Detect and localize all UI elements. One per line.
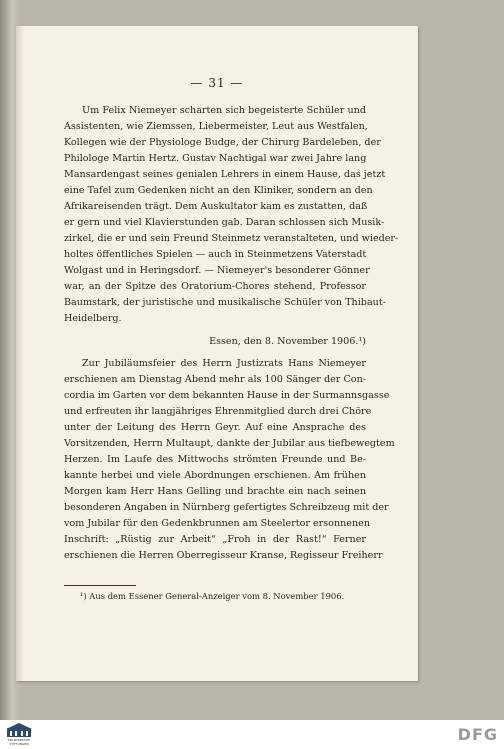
text-line: holtes öffentliches Spielen — auch in Steinmetzens Vaterstadt [64, 249, 367, 260]
text-line: erschienen die Herren Oberregisseur Kranse, Regisseur Freiherr [64, 550, 383, 561]
text-line: Mansardengast seines genialen Lehrers in einem Hause, das jetzt [64, 169, 386, 180]
text-line: Assistenten, wie Ziemssen, Liebermeister, Leut aus Westfalen, [64, 121, 368, 132]
text-line: kannte herbei und viele Abordnungen erschienen. Am frühen [64, 470, 366, 481]
text-line: Philologe Martin Hertz. Gustav Nachtigal war zwei Jahre lang [64, 153, 367, 164]
text-line: cordia im Garten vor dem bekannten Hause in der Surmannsgasse [64, 390, 390, 401]
text-line: unter der Leitung des Herrn Geyr. Auf eine Ansprache des [64, 422, 366, 433]
text-line: Kollegen wie der Physiologe Budge, der Chirurg Bardeleben, der [64, 137, 381, 148]
text-line: eine Tafel zum Gedenken nicht an den Kliniker, sondern an den [64, 185, 373, 196]
footnote: ¹) Aus dem Essener General-Anzeiger vom 8. November 1906. [80, 591, 345, 601]
text-line: Inschrift: „Rüstig zur Arbeit“ „Froh in der Rast!“ Ferner [64, 534, 366, 545]
viewer-footer [0, 720, 504, 749]
dateline: Essen, den 8. November 1906.¹) [209, 336, 366, 347]
page-gutter [16, 26, 24, 681]
text-line: Baumstark, der juristische und musikalische Schüler von Thibaut- [64, 297, 386, 308]
book-page [16, 26, 418, 681]
text-line: vom Jubilar für den Gedenkbrunnen am Steelertor ersonnenen [64, 518, 371, 529]
text-line: erschienen am Dienstag Abend mehr als 100 Sänger der Con- [64, 374, 366, 385]
footnote-divider [64, 585, 136, 586]
building-icon [4, 722, 34, 739]
institution-logo [4, 722, 34, 747]
text-line: und erfreuten ihr langjähriges Ehrenmitglied durch drei Chöre [64, 406, 372, 417]
logo-text: FRANCKESCHE STIFTUNGEN [7, 738, 31, 746]
text-line: Wolgast und in Heringsdorf. — Niemeyer's besonderer Gönner [64, 265, 370, 276]
text-line: Um Felix Niemeyer scharten sich begeisterte Schüler und [82, 105, 366, 116]
text-line: Vorsitzenden, Herrn Multaupt, dankte der Jubilar aus tiefbewegtem [64, 438, 395, 449]
page-number: — 31 — [190, 76, 244, 90]
text-line: er gern und viel Klavierstunden gab. Daran schlossen sich Musik- [64, 217, 385, 228]
text-line: zirkel, die er und sein Freund Steinmetz veranstalteten, und wieder- [64, 233, 399, 244]
text-line: Afrikareisenden trägt. Dem Auskultator kam es zustatten, daß [64, 201, 368, 212]
text-line: Zur Jubiläumsfeier des Herrn Justizrats Hans Niemeyer [82, 358, 366, 369]
text-line: Herzen. Im Laufe des Mittwochs strömten Freunde und Be- [64, 454, 366, 465]
dfg-logo: DFG [457, 725, 498, 744]
text-line: Morgen kam Herr Hans Gelling und brachte ein nach seinen [64, 486, 366, 497]
text-line: besonderen Angaben in Nürnberg gefertigtes Schreibzeug mit der [64, 502, 389, 513]
text-line: Heidelberg. [64, 313, 122, 324]
text-line: war, an der Spitze des Oratorium-Chores stehend, Professor [64, 281, 366, 292]
